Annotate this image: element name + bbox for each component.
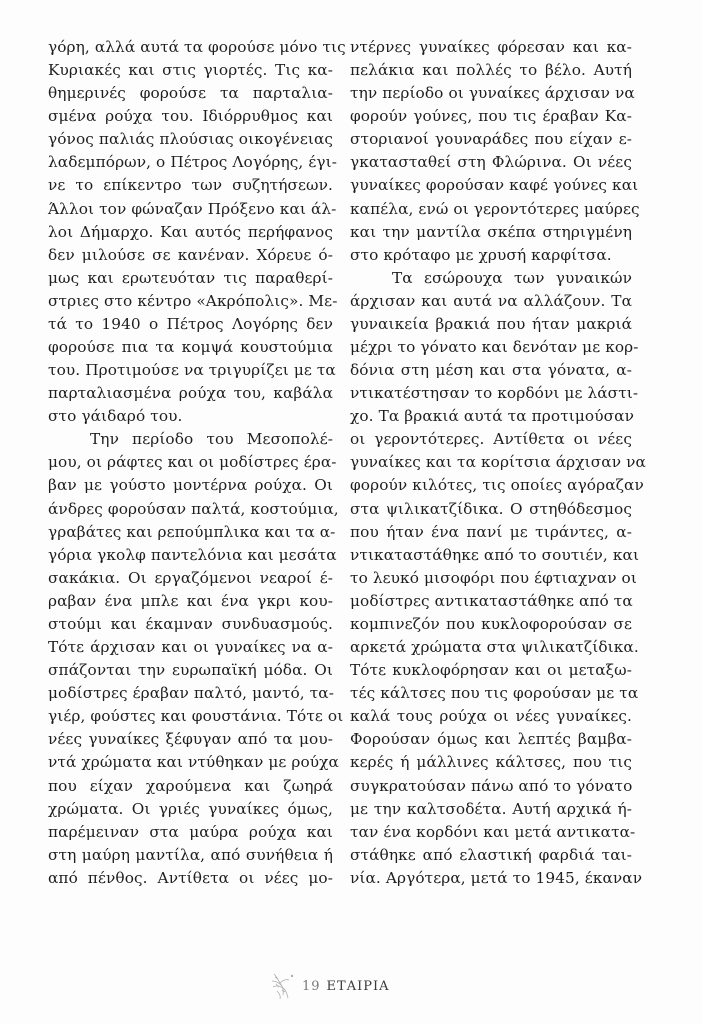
text-line: θημερινές φορούσε τα παρταλια- — [48, 84, 333, 103]
text-line: και την μαντίλα σκέπα στηριγμένη — [350, 222, 632, 241]
text-line: στοριανοί γουναράδες που είχαν ε- — [350, 130, 632, 149]
text-line: Τότε κυκλοφόρησαν και οι μεταξω- — [350, 661, 632, 680]
text-line: ντέρνες γυναίκες φόρεσαν και κα- — [350, 38, 632, 56]
text-line: στούμι και έκαμναν συνδυασμούς. — [48, 614, 333, 633]
text-line: καπέλα, ενώ οι γεροντότερες μαύρες — [350, 199, 640, 218]
text-line: δεν μιλούσε σε κανέναν. Χόρευε ό- — [48, 245, 333, 264]
text-line: συγκρατούσαν πάνω από το γόνατο — [350, 776, 633, 795]
text-line: νε το επίκεντρο των συζητήσεων. — [48, 176, 333, 195]
text-line: σμένα ρούχα του. Ιδιόρρυθμος και — [48, 107, 333, 126]
text-line: ντά χρώματα και ντύθηκαν με ρούχα — [48, 753, 339, 772]
text-line: την περίοδο οι γυναίκες άρχισαν να — [350, 84, 635, 103]
text-line: μως και ερωτευόταν τις παραθερί- — [48, 268, 333, 287]
text-line: γόρη, αλλά αυτά τα φορούσε μόνο τις — [48, 38, 346, 56]
text-line: κερές ή μάλλινες κάλτσες, που τις — [350, 753, 632, 772]
text-line: φορούν γούνες, που τις έραβαν Κα- — [350, 107, 632, 126]
text-line: βαν με γούστο μοντέρνα ρούχα. Οι — [48, 476, 333, 495]
text-line: Τα εσώρουχα των γυναικών — [392, 268, 632, 287]
text-line: γραβάτες και ρεπούμπλικα και τα α- — [48, 522, 336, 541]
text-line: στο γάιδαρό του. — [48, 407, 183, 426]
text-line: λαδεμπόρων, ο Πέτρος Λογόρης, έγι- — [48, 153, 337, 172]
right-text-column — [350, 36, 646, 890]
text-line: Τότε άρχισαν και οι γυναίκες να α- — [48, 638, 333, 657]
text-line: χο. Τα βρακιά αυτά τα προτιμούσαν — [350, 407, 634, 426]
text-line: με την καλτσοδέτα. Αυτή αρχικά ή- — [350, 799, 632, 818]
text-line: άνδρες φορούσαν παλτά, κοστούμια, — [48, 499, 339, 518]
text-line: μοδίστρες έραβαν παλτό, μαντό, τα- — [48, 684, 334, 703]
text-line: ταν ένα κορδόνι και μετά αντικατα- — [350, 822, 636, 841]
text-line: από πένθος. Αντίθετα οι νέες μο- — [48, 868, 333, 887]
text-line: Άλλοι τον φώναζαν Πρόξενο και άλ- — [48, 199, 337, 218]
text-line: γυναικεία βρακιά που ήταν μακριά — [350, 314, 632, 333]
text-line: αρκετά χρώματα στα ψιλικατζίδικα. — [350, 638, 639, 657]
text-line: του. Προτιμούσε να τριγυρίζει με τα — [48, 361, 336, 380]
text-line: άρχισαν και αυτά να αλλάζουν. Τα — [350, 291, 632, 310]
publication-name: ΕΤΑΙΡΙΑ — [326, 978, 390, 994]
text-line: φορούσε πια τα κομψά κουστούμια — [48, 338, 333, 357]
text-line: γυναίκες φορούσαν καφέ γούνες και — [350, 176, 639, 195]
text-line: γυναίκες και τα κορίτσια άρχισαν να — [350, 453, 646, 472]
text-line: γκατασταθεί στη Φλώρινα. Οι νέες — [350, 153, 632, 172]
page-footer — [268, 970, 390, 1002]
text-line: καλά τους ρούχα οι νέες γυναίκες. — [350, 707, 632, 726]
text-line: που είχαν χαρούμενα και ζωηρά — [48, 776, 333, 795]
text-line: το λευκό μισοφόρι που έφτιαχναν οι — [350, 568, 637, 587]
text-line: μου, οι ράφτες και οι μοδίστρες έρα- — [48, 453, 337, 472]
fairy-ornament-icon — [268, 971, 296, 1001]
text-line: νέες γυναίκες ξέφυγαν από τα μου- — [48, 730, 333, 749]
text-line: ραβαν ένα μπλε και ένα γκρι κου- — [48, 591, 333, 610]
text-line: Κυριακές και στις γιορτές. Τις κα- — [48, 61, 333, 80]
text-line: τά το 1940 ο Πέτρος Λογόρης δεν — [48, 314, 333, 333]
text-line: Την περίοδο του Μεσοπολέ- — [90, 430, 333, 449]
text-line: στη μαύρη μαντίλα, από συνήθεια ή — [48, 845, 333, 864]
text-line: τές κάλτσες που τις φορούσαν με τα — [350, 684, 639, 703]
text-line: γόρια γκολφ παντελόνια και μεσάτα — [48, 545, 337, 564]
text-line: που ήταν ένα πανί με τιράντες, α- — [350, 522, 632, 541]
text-line: ντικαταστάθηκε από το σουτιέν, και — [350, 545, 640, 564]
page-number: 19 — [302, 978, 321, 994]
text-line: φορούν κιλότες, τις οποίες αγόραζαν — [350, 476, 644, 495]
text-line: ντικατέστησαν το κορδόνι με λάστι- — [350, 384, 639, 403]
text-line: στο κρόταφο με χρυσή καρφίτσα. — [350, 245, 612, 264]
text-line: δόνια στη μέση και στα γόνατα, α- — [350, 361, 632, 380]
text-line: στριες στο κέντρο «Ακρόπολις». Με- — [48, 291, 338, 310]
text-line: μέχρι το γόνατο και δενόταν με κορ- — [350, 338, 639, 357]
text-line: νία. Αργότερα, μετά το 1945, έκαναν — [350, 868, 643, 887]
text-line: μοδίστρες αντικαταστάθηκε από τα — [350, 591, 633, 610]
left-text-column — [48, 36, 346, 890]
text-line: πελάκια και πολλές το βέλο. Αυτή — [350, 61, 632, 80]
text-line: χρώματα. Οι γριές γυναίκες όμως, — [48, 799, 333, 818]
text-line: γόνος παλιάς πλούσιας οικογένειας — [48, 130, 334, 149]
text-line: κομπινεζόν που κυκλοφορούσαν σε — [350, 614, 632, 633]
text-line: παρέμειναν στα μαύρα ρούχα και — [48, 822, 333, 841]
text-line: γιέρ, φούστες και φουστάνια. Τότε οι — [48, 707, 344, 726]
text-line: στάθηκε από ελαστική φαρδιά ται- — [350, 845, 632, 864]
text-line: στα ψιλικατζίδικα. Ο στηθόδεσμος — [350, 499, 632, 518]
text-line: Φορούσαν όμως και λεπτές βαμβα- — [350, 730, 632, 749]
text-line: σπάζονται την ευρωπαϊκή μόδα. Οι — [48, 661, 333, 680]
text-line: σακάκια. Οι εργαζόμενοι νεαροί έ- — [48, 568, 333, 587]
text-line: λοι Δήμαρχο. Και αυτός περήφανος — [48, 222, 333, 241]
text-line: παρταλιασμένα ρούχα του, καβάλα — [48, 384, 333, 403]
text-line: οι γεροντότερες. Αντίθετα οι νέες — [350, 430, 632, 449]
